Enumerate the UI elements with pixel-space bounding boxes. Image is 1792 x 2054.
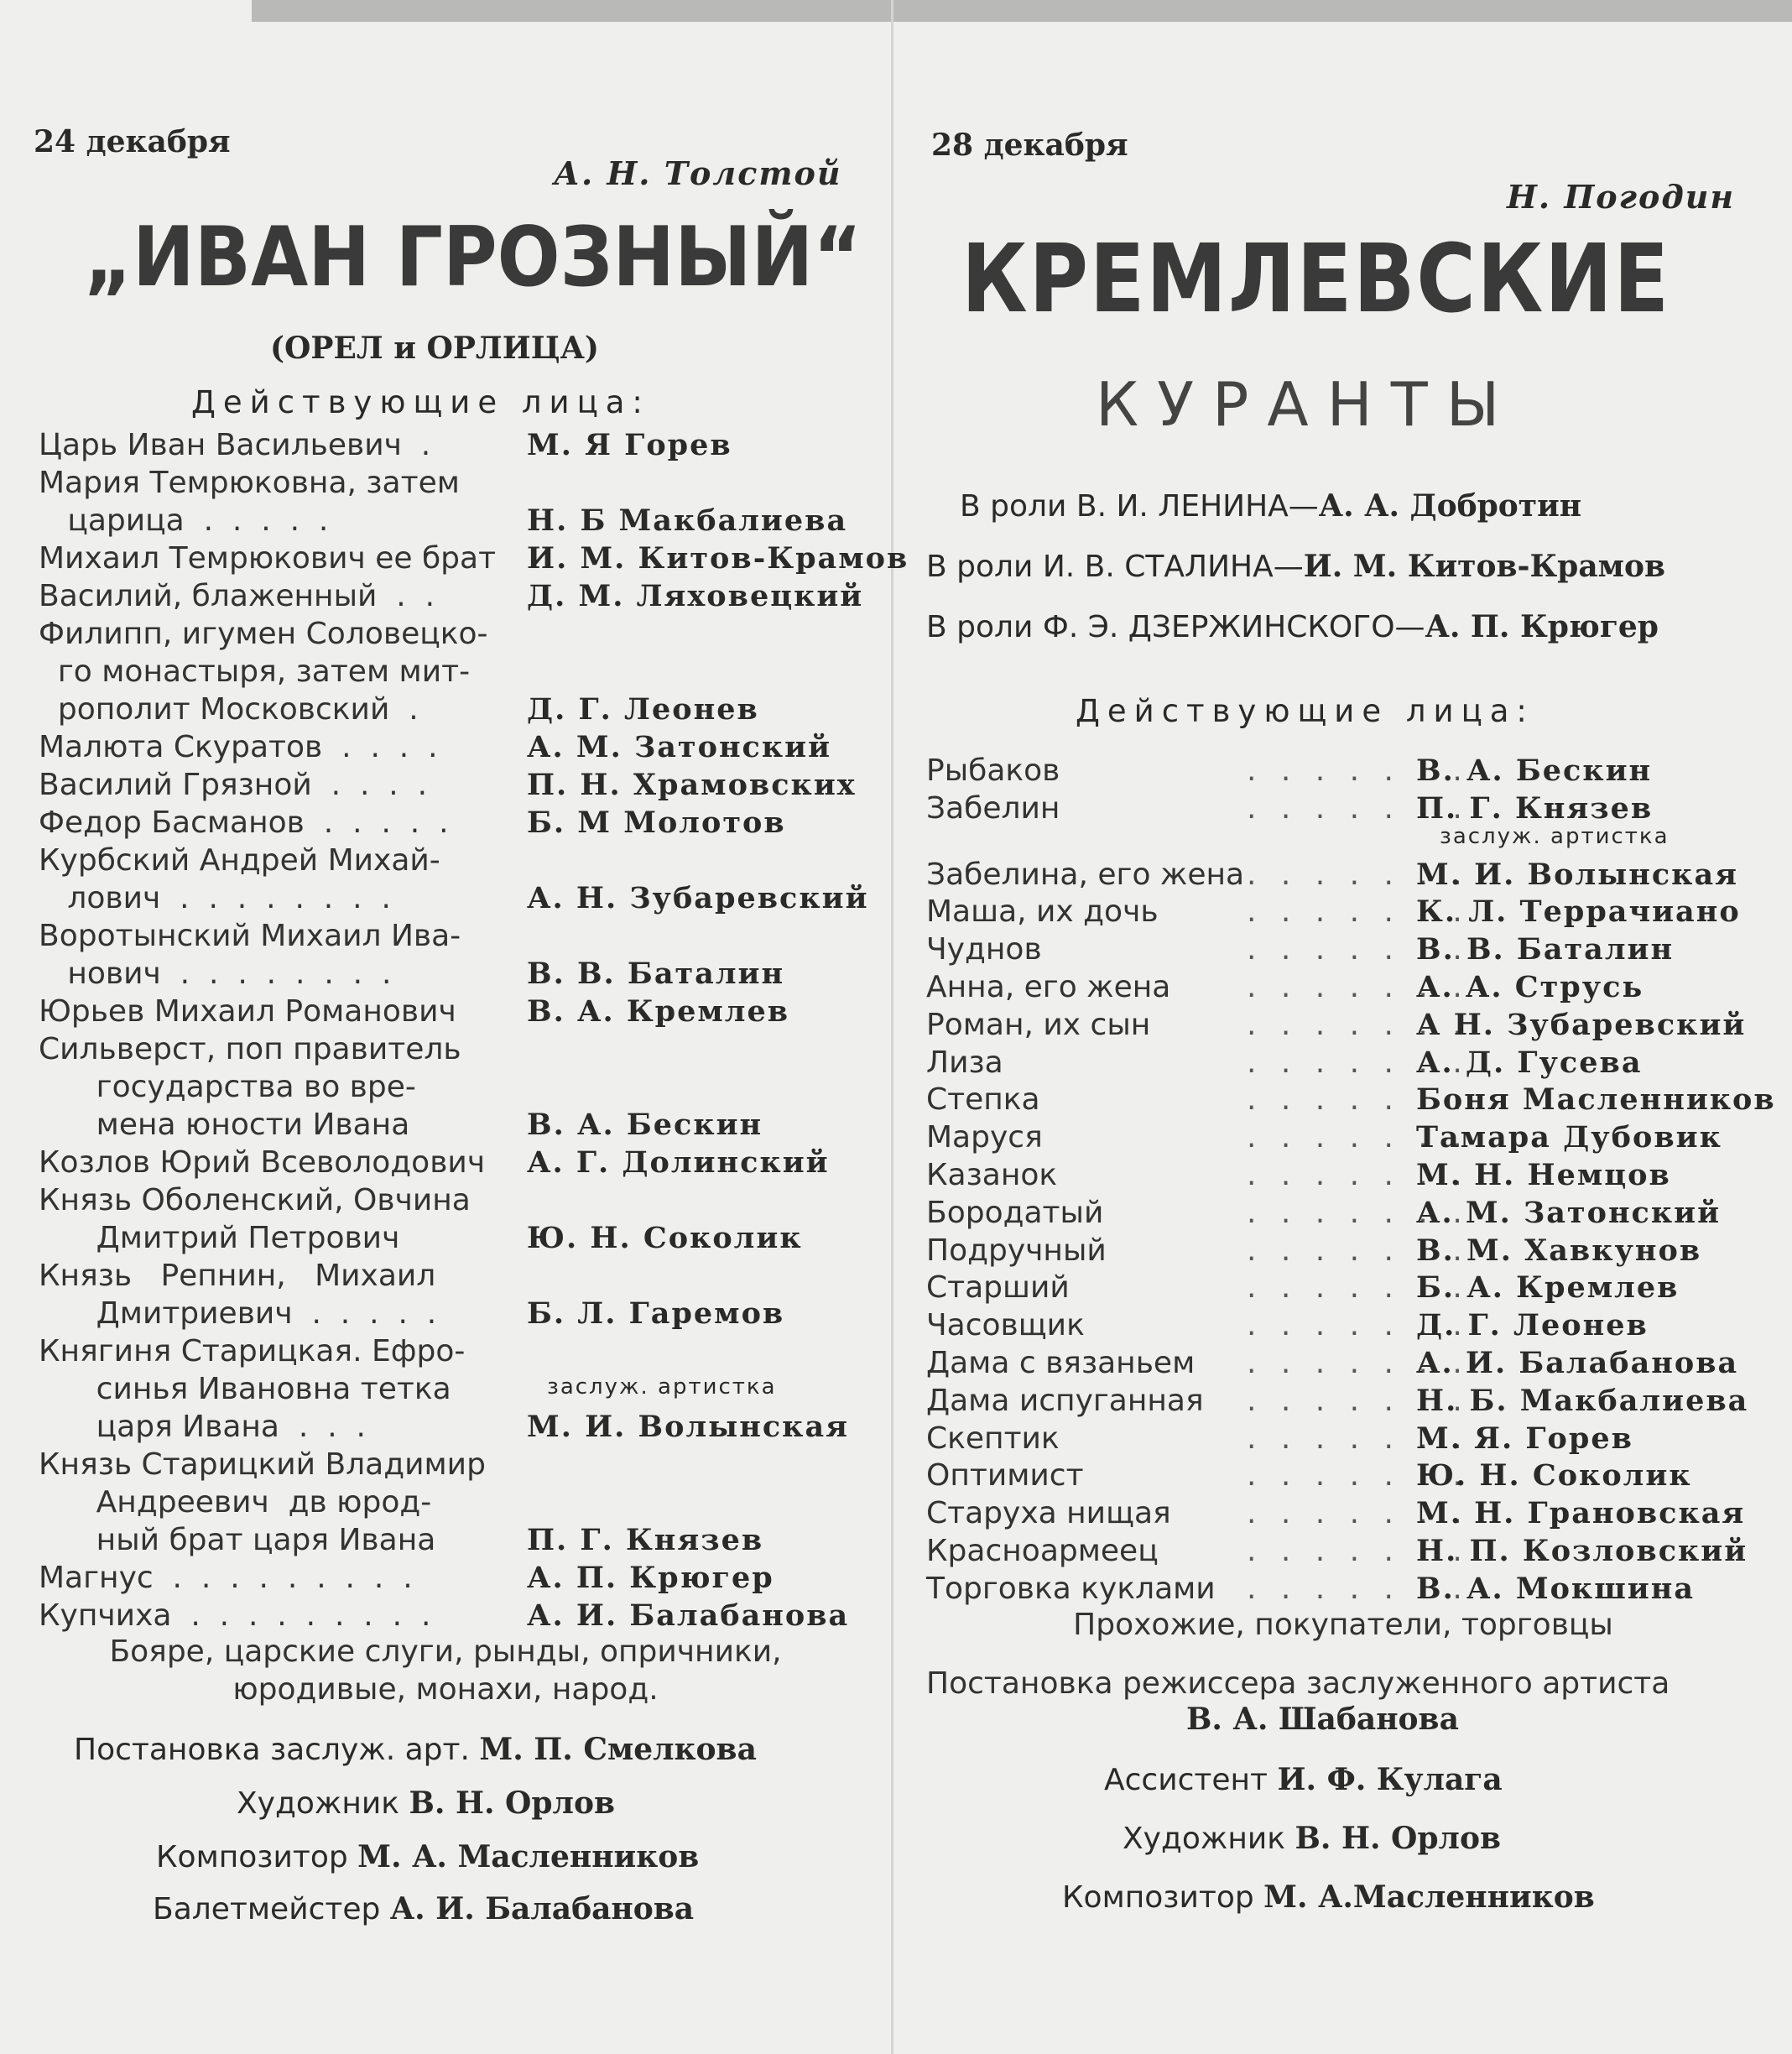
left-date: 24 декабря: [34, 124, 231, 159]
right-role-actor: Д. Г. Леонев: [1416, 1308, 1649, 1343]
right-role-leader: . . . . . . .: [1247, 1383, 1470, 1418]
right-role-name: Казанок: [926, 1158, 1058, 1192]
left-role-actor: Ю. Н. Соколик: [527, 1221, 803, 1255]
left-credit-director: Постановка заслуж. арт. М. П. Смелкова: [74, 1732, 757, 1767]
left-role-actor: Б. М Молотов: [527, 805, 786, 840]
left-role-name: Царь Иван Васильевич .: [39, 428, 431, 462]
left-role-actor: М. Я Горев: [527, 428, 732, 462]
right-role-leader: . . . . . . .: [1247, 932, 1470, 967]
right-role-name: Лиза: [926, 1045, 1003, 1080]
left-role-name: Федор Басманов . . . . .: [39, 805, 449, 840]
left-author: А. Н. Толстой: [554, 154, 842, 192]
right-role-actor: В. В. Баталин: [1416, 932, 1675, 967]
left-role-actor: А. Н. Зубаревский: [527, 881, 869, 915]
left-credit-composer: Композитор М. А. Масленников: [156, 1839, 700, 1874]
right-role-leader: . . . . . . .: [1247, 1270, 1470, 1306]
right-role-actor: Б. А. Кремлев: [1416, 1270, 1680, 1306]
right-role-name: Старший: [926, 1270, 1070, 1306]
right-role-name: Бородатый: [926, 1195, 1104, 1230]
right-role-actor: Ю. Н. Соколик: [1416, 1458, 1692, 1494]
right-role-leader: . . . . . . .: [1247, 1534, 1470, 1568]
right-role-name: Дама с вязаньем: [926, 1346, 1196, 1380]
left-role-actor: А. П. Крюгер: [527, 1561, 774, 1595]
left-role-actor: А. Г. Долинский: [527, 1145, 830, 1180]
right-role-name: Рыбаков: [926, 753, 1060, 788]
lead-stalin: В роли И. В. СТАЛИНА—И. М. Китов-Крамов: [926, 549, 1665, 584]
lead-lenin: В роли В. И. ЛЕНИНА—А. А. Добротин: [960, 488, 1582, 524]
right-role-actor: А. Д. Гусева: [1416, 1045, 1643, 1080]
right-role-leader: . . . . . . .: [1247, 970, 1470, 1004]
right-role-actor: Н. Б. Макбалиева: [1416, 1383, 1749, 1418]
left-role-name: Филипп, игумен Соловецко- го монастыря, затем мит- рополит Московский .: [39, 617, 488, 727]
right-role-name: Скептик: [926, 1421, 1060, 1456]
right-role-leader: . . . . . . .: [1247, 753, 1470, 788]
right-role-actor: А. И. Балабанова: [1416, 1346, 1739, 1380]
right-role-actor: М. Н. Немцов: [1416, 1158, 1671, 1192]
page-fold: [891, 0, 893, 2054]
right-role-leader: . . . . . . .: [1247, 1082, 1470, 1118]
left-role-actor: Д. М. Ляховецкий: [527, 579, 864, 613]
right-role-name: Торговка куклами: [926, 1571, 1216, 1606]
left-credit-artist: Художник В. Н. Орлов: [237, 1786, 615, 1821]
right-role-leader: . . . . . . .: [1247, 1571, 1470, 1606]
right-role-leader: . . . . . . .: [1247, 790, 1470, 826]
right-direction-label: Постановка режиссера заслуженного артиста: [926, 1666, 1670, 1701]
right-role-actor: М. И. Волынская: [1416, 857, 1738, 892]
left-role-actor: В. А. Бескин: [527, 1108, 763, 1142]
right-role-name: Маша, их дочь: [926, 894, 1159, 930]
left-role-name: Князь Репнин, Михаил Дмитриевич . . . . .: [39, 1259, 437, 1331]
left-subtitle: (ОРЕЛ и ОРЛИЦА): [270, 331, 599, 366]
left-role-name: Князь Старицкий Владимир Андреевич дв юрод- ный брат царя Ивана: [39, 1447, 486, 1557]
right-role-actor: Н. П. Козловский: [1416, 1534, 1748, 1568]
right-role-name: Красноармеец: [926, 1534, 1159, 1568]
right-role-name: Подручный: [926, 1233, 1107, 1268]
right-role-actor: В. М. Хавкунов: [1416, 1233, 1702, 1268]
right-role-name: Оптимист: [926, 1458, 1084, 1494]
right-role-name: Старуха нищая: [926, 1496, 1171, 1531]
left-role-name: Малюта Скуратов . . . .: [39, 730, 438, 764]
right-role-name: Часовщик: [926, 1308, 1085, 1343]
left-title: „ИВАН ГРОЗНЫЙ“: [84, 210, 862, 305]
left-role-actor: Н. Б Макбалиева: [527, 503, 848, 538]
right-role-leader: . . . . . . .: [1247, 1045, 1470, 1080]
left-role-name: Княгиня Старицкая. Ефро- синья Ивановна тетка царя Ивана . . .: [39, 1334, 466, 1444]
right-role-actor: М. Я. Горев: [1416, 1421, 1633, 1456]
left-role-actor: П. Г. Князев: [527, 1523, 764, 1557]
right-role-leader: . . . . . . .: [1247, 1346, 1470, 1380]
left-role-actor: А. М. Затонский: [527, 730, 832, 764]
right-role-leader: . . . . . . .: [1247, 1233, 1470, 1268]
right-role-actor: П. Г. Князев: [1416, 790, 1654, 826]
left-role-actor: П. Н. Храмовских: [527, 768, 857, 802]
right-role-name: Дама испуганная: [926, 1383, 1204, 1418]
right-role-actor: В. А. Мокшина: [1416, 1571, 1696, 1606]
right-role-leader: . . . . . . .: [1247, 1458, 1470, 1494]
right-credit-assistant: Ассистент И. Ф. Кулага: [1104, 1762, 1503, 1797]
left-role-name: Князь Оболенский, Овчина Дмитрий Петрович: [39, 1183, 471, 1255]
right-role-note: заслуж. артистка: [1440, 823, 1670, 849]
left-role-actor: Б. Л. Гаремов: [527, 1296, 785, 1331]
right-role-leader: . . . . . . .: [1247, 1195, 1470, 1230]
right-title-line1: КРЕМЛЕВСКИЕ: [961, 225, 1670, 334]
left-role-name: Сильверст, поп правитель государства во вре- мена юности Ивана: [39, 1032, 461, 1142]
left-role-actor: А. И. Балабанова: [527, 1598, 850, 1633]
left-role-actor: М. И. Волынская: [527, 1410, 849, 1444]
right-role-name: Забелина, его жена: [926, 857, 1245, 892]
right-author: Н. Погодин: [1507, 178, 1736, 216]
lead-dzerzhinsky: В роли Ф. Э. ДЗЕРЖИНСКОГО—А. П. Крюгер: [926, 609, 1659, 644]
right-role-actor: М. Н. Грановская: [1416, 1496, 1746, 1531]
left-extras-1: Бояре, царские слуги, рынды, опричники,: [109, 1634, 782, 1669]
right-cast-heading: Действующие лица:: [1076, 693, 1534, 729]
left-cast-heading: Действующие лица:: [191, 384, 650, 420]
right-role-actor: Боня Масленников: [1416, 1082, 1776, 1118]
right-role-actor: Тамара Дубовик: [1416, 1120, 1722, 1155]
left-role-name: Воротынский Михаил Ива- нович . . . . . . . .: [39, 919, 461, 991]
right-role-name: Чуднов: [926, 932, 1042, 967]
left-role-actor: И. М. Китов-Крамов: [527, 541, 909, 576]
left-role-name: Михаил Темрюкович ее брат: [39, 541, 497, 576]
right-role-actor: А. М. Затонский: [1416, 1195, 1722, 1230]
right-role-name: Маруся: [926, 1120, 1043, 1155]
right-role-leader: . . . . . . .: [1247, 1496, 1470, 1531]
left-role-actor: В. А. Кремлев: [527, 994, 790, 1029]
right-role-leader: . . . . . . .: [1247, 1421, 1470, 1456]
right-role-name: Степка: [926, 1082, 1040, 1118]
right-role-name: Роман, их сын: [926, 1007, 1151, 1042]
left-role-name: Козлов Юрий Всеволодович: [39, 1145, 486, 1180]
left-role-actor: В. В. Баталин: [527, 957, 785, 991]
right-role-actor: А. А. Струсь: [1416, 970, 1644, 1004]
right-role-actor: В. А. Бескин: [1416, 753, 1653, 788]
right-date: 28 декабря: [931, 128, 1128, 163]
right-direction-name: В. А. Шабанова: [1186, 1702, 1459, 1737]
right-extras: Прохожие, покупатели, торговцы: [1073, 1608, 1613, 1642]
right-role-name: Анна, его жена: [926, 970, 1171, 1004]
right-credit-composer: Композитор М. А.Масленников: [1062, 1879, 1595, 1915]
right-role-actor: А Н. Зубаревский: [1416, 1007, 1747, 1042]
left-role-note: заслуж. артистка: [547, 1374, 777, 1400]
right-role-leader: . . . . . . .: [1247, 1120, 1470, 1155]
left-role-name: Василий, блаженный . .: [39, 579, 435, 613]
right-title-line2: КУРАНТЫ: [1096, 369, 1519, 440]
right-role-leader: . . . . . . .: [1247, 857, 1470, 892]
left-role-name: Мария Темрюковна, затем царица . . . . .: [39, 466, 460, 538]
right-role-leader: . . . . . . .: [1247, 894, 1470, 930]
right-role-name: Забелин: [926, 790, 1060, 826]
left-role-name: Магнус . . . . . . . . .: [39, 1561, 413, 1595]
right-credit-artist: Художник В. Н. Орлов: [1123, 1821, 1501, 1856]
left-extras-2: юродивые, монахи, народ.: [232, 1672, 659, 1707]
left-role-name: Юрьев Михаил Романович: [39, 994, 456, 1029]
left-role-name: Купчиха . . . . . . . . .: [39, 1598, 431, 1633]
right-page: [894, 0, 1792, 2054]
right-role-leader: . . . . . . .: [1247, 1308, 1470, 1343]
left-role-name: Василий Грязной . . . .: [39, 768, 428, 802]
left-role-actor: Д. Г. Леонев: [527, 692, 759, 727]
left-role-name: Курбский Андрей Михай- лович . . . . . . . .: [39, 843, 440, 915]
right-role-leader: . . . . . . .: [1247, 1007, 1470, 1042]
right-role-actor: К. Л. Террачиано: [1416, 894, 1741, 930]
right-role-leader: . . . . . . .: [1247, 1158, 1470, 1192]
left-credit-choreographer: Балетмейстер А. И. Балабанова: [153, 1891, 695, 1926]
